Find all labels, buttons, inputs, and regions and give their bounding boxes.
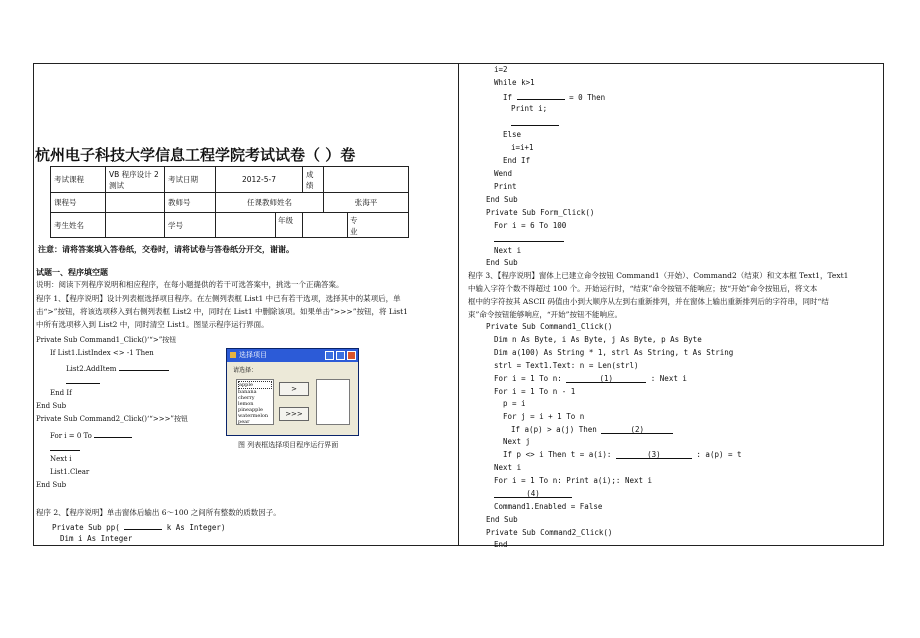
program2-desc: 程序 2、【程序说明】单击窗体后输出 6～100 之间所有整数的质数因子。 bbox=[36, 508, 281, 517]
p1-code-line: Private Sub Command2_Click()‘“>>>”按钮 bbox=[36, 415, 189, 423]
p2-code-line: End Sub bbox=[486, 195, 518, 204]
p3-code-line: Private Sub Command1_Click() bbox=[486, 322, 613, 331]
answer-blank bbox=[66, 375, 100, 384]
p2-code-line: If = 0 Then bbox=[503, 93, 606, 102]
p2-code-line: Private Sub pp( k As Integer) bbox=[52, 523, 226, 532]
maximize-icon[interactable] bbox=[336, 351, 345, 360]
p2-code-line: i=i+1 bbox=[511, 143, 534, 152]
answer-blank-4: (4) bbox=[494, 489, 572, 498]
course-no-label: 课程号 bbox=[51, 193, 106, 213]
answer-blank bbox=[517, 91, 565, 100]
p1-code-line: For i = 0 To bbox=[50, 429, 132, 440]
p3-code-line: For i = 1 To n: (1) : Next i bbox=[494, 374, 687, 383]
minimize-icon[interactable] bbox=[325, 351, 334, 360]
p3-code-line: Next j bbox=[503, 437, 531, 446]
p2-code-line: Wend bbox=[494, 169, 513, 178]
p1-code-line bbox=[50, 442, 80, 453]
section1-heading: 试题一、程序填空题 bbox=[36, 268, 108, 277]
p2-code-line: Print bbox=[494, 182, 517, 191]
student-name-value bbox=[106, 213, 165, 238]
window-titlebar bbox=[227, 349, 358, 362]
p3-code-line: Next i bbox=[494, 463, 522, 472]
list1[interactable] bbox=[236, 379, 274, 425]
course-label: 考试课程 bbox=[51, 167, 106, 193]
p3-code-line: p = i bbox=[503, 399, 526, 408]
p2-code-line: While k>1 bbox=[494, 78, 535, 87]
p3-code-line: Command1.Enabled = False bbox=[494, 502, 603, 511]
teacher-name-value: 张海平 bbox=[324, 193, 409, 213]
p1-code-line: Private Sub Command1_Click()‘“>”按钮 bbox=[36, 336, 177, 344]
p2-code-line: For i = 6 To 100 bbox=[494, 221, 567, 230]
program1-desc-1: 程序 1、【程序说明】设计列表框选择项目程序。在左侧列表框 List1 中已有若干选项，选择其中的某项后，单 bbox=[36, 294, 401, 303]
major-label: 专业 bbox=[347, 213, 366, 237]
score-label: 成绩 bbox=[303, 167, 324, 193]
grade-label: 年级 bbox=[275, 213, 302, 237]
p2-code-line bbox=[511, 117, 559, 128]
list1-item[interactable]: lemon bbox=[238, 401, 254, 407]
answer-blank bbox=[50, 442, 80, 451]
p3-code-line: If p <> i Then t = a(i): (3) : a(p) = t bbox=[503, 450, 742, 459]
program3-desc-4: 束”命令按钮能够响应，“开始”按钮不能响应。 bbox=[468, 310, 623, 319]
answer-blank bbox=[124, 521, 162, 530]
p1-code-line: End Sub bbox=[36, 481, 67, 489]
answer-blank-1: (1) bbox=[566, 374, 646, 383]
program1-desc-3: 中所有选项移入到 List2 中，同时清空 List1。图显示程序运行界面。 bbox=[36, 320, 269, 329]
p1-code-line: List2.AddItem bbox=[66, 362, 169, 373]
p2-code-line: Dim i As Integer bbox=[60, 534, 133, 543]
list1-item[interactable]: cherry bbox=[238, 395, 255, 401]
answer-blank-3: (3) bbox=[616, 450, 692, 459]
program3-desc-1: 程序 3、【程序说明】窗体上已建立命令按钮 Command1（开始）、Command2（结束）和文本框 Text1，Text1 bbox=[468, 271, 849, 280]
teacher-no-label: 教师号 bbox=[165, 193, 216, 213]
program3-desc-2: 中输入字符个数不得超过 100 个。开始运行时，“结束”命令按钮不能响应；按“开始”命令按钮后，将文本 bbox=[468, 284, 818, 293]
p3-code-line: For i = 1 To n - 1 bbox=[494, 387, 576, 396]
exam-title: 杭州电子科技大学信息工程学院考试试卷（ ）卷 bbox=[35, 146, 356, 164]
program1-desc-2: 击“>”按钮，将该选项移入到右侧列表框 List2 中，同时在 List1 中删除该项。如果单击“>>>”按钮，将 List1 bbox=[36, 307, 408, 316]
p3-code-line: Dim a(100) As String * 1, strl As String, t As String bbox=[494, 348, 734, 357]
list1-item[interactable]: pineapple bbox=[238, 407, 263, 413]
move-all-button[interactable]: >>> bbox=[279, 407, 309, 421]
answer-blank bbox=[119, 362, 169, 371]
p2-code-line: i=2 bbox=[494, 65, 508, 74]
p1-code-line: Next i bbox=[50, 455, 72, 463]
teacher-name-label: 任课教师姓名 bbox=[216, 193, 324, 213]
p1-code-line: End If bbox=[50, 389, 72, 397]
date-label: 考试日期 bbox=[165, 167, 216, 193]
list2[interactable] bbox=[316, 379, 350, 425]
column-divider bbox=[458, 63, 459, 546]
p3-code-line: End bbox=[494, 540, 508, 549]
figure-caption: 图 列表框选择项目程序运行界面 bbox=[238, 441, 339, 449]
p1-code-line: List1.Clear bbox=[50, 468, 90, 476]
list1-item[interactable]: watermelon bbox=[238, 413, 269, 419]
close-icon[interactable] bbox=[347, 351, 356, 360]
date-value: 2012-5-7 bbox=[216, 167, 303, 193]
p2-code-line bbox=[494, 233, 564, 244]
p3-code-line: For i = 1 To n: Print a(i);: Next i bbox=[494, 476, 653, 485]
p2-code-line: Print i; bbox=[511, 104, 548, 113]
p2-code-line: End Sub bbox=[486, 258, 518, 267]
p3-code-line: If a(p) > a(j) Then (2) bbox=[511, 425, 673, 434]
select-items-window bbox=[226, 348, 359, 436]
student-no-grade-cell bbox=[216, 213, 303, 238]
student-name-label: 考生姓名 bbox=[51, 213, 106, 238]
answer-blank bbox=[511, 117, 559, 126]
app-icon bbox=[230, 352, 236, 358]
select-label: 请选择： bbox=[233, 367, 258, 374]
course-value: VB 程序设计 2 测试 bbox=[106, 167, 165, 193]
answer-blank bbox=[94, 429, 132, 438]
p2-code-line: End If bbox=[503, 156, 531, 165]
list1-item[interactable]: pear bbox=[238, 419, 250, 425]
p3-code-line: For j = i + 1 To n bbox=[503, 412, 585, 421]
p3-code-line: End Sub bbox=[486, 515, 518, 524]
p2-code-line: Else bbox=[503, 130, 522, 139]
course-no-value bbox=[106, 193, 165, 213]
score-value bbox=[324, 167, 409, 193]
p1-code-line: End Sub bbox=[36, 402, 67, 410]
window-title: 选择项目 bbox=[239, 351, 267, 359]
move-selected-button[interactable]: > bbox=[279, 382, 309, 396]
p3-code-line: Private Sub Command2_Click() bbox=[486, 528, 613, 537]
p2-code-line: Private Sub Form_Click() bbox=[486, 208, 595, 217]
p3-code-line bbox=[494, 489, 572, 498]
p1-code-line bbox=[66, 375, 100, 386]
notice: 注意：请将答案填入答卷纸，交卷时，请将试卷与答卷纸分开交，谢谢。 bbox=[38, 245, 294, 254]
answer-blank-2: (2) bbox=[601, 425, 673, 434]
p1-code-line: If List1.ListIndex <> -1 Then bbox=[50, 349, 154, 357]
answer-blank bbox=[494, 233, 564, 242]
program3-desc-3: 框中的字符按其 ASCII 码值由小到大顺序从左到右重新排列，并在窗体上输出重新排列后的字符串，同时“结 bbox=[468, 297, 829, 306]
p3-code-line: strl = Text1.Text: n = Len(strl) bbox=[494, 361, 639, 370]
section1-instruction: 说明：阅读下列程序说明和相应程序，在每小题提供的若干可选答案中，挑选一个正确答案。 bbox=[36, 280, 344, 289]
student-no-label: 学号 bbox=[165, 213, 216, 238]
p3-code-line: Dim n As Byte, i As Byte, j As Byte, p As Byte bbox=[494, 335, 702, 344]
list1-item[interactable]: apple bbox=[238, 381, 272, 389]
list1-item[interactable]: banana bbox=[238, 389, 257, 395]
p2-code-line: Next i bbox=[494, 246, 522, 255]
major-cell bbox=[303, 213, 409, 238]
exam-info-table bbox=[50, 166, 409, 238]
